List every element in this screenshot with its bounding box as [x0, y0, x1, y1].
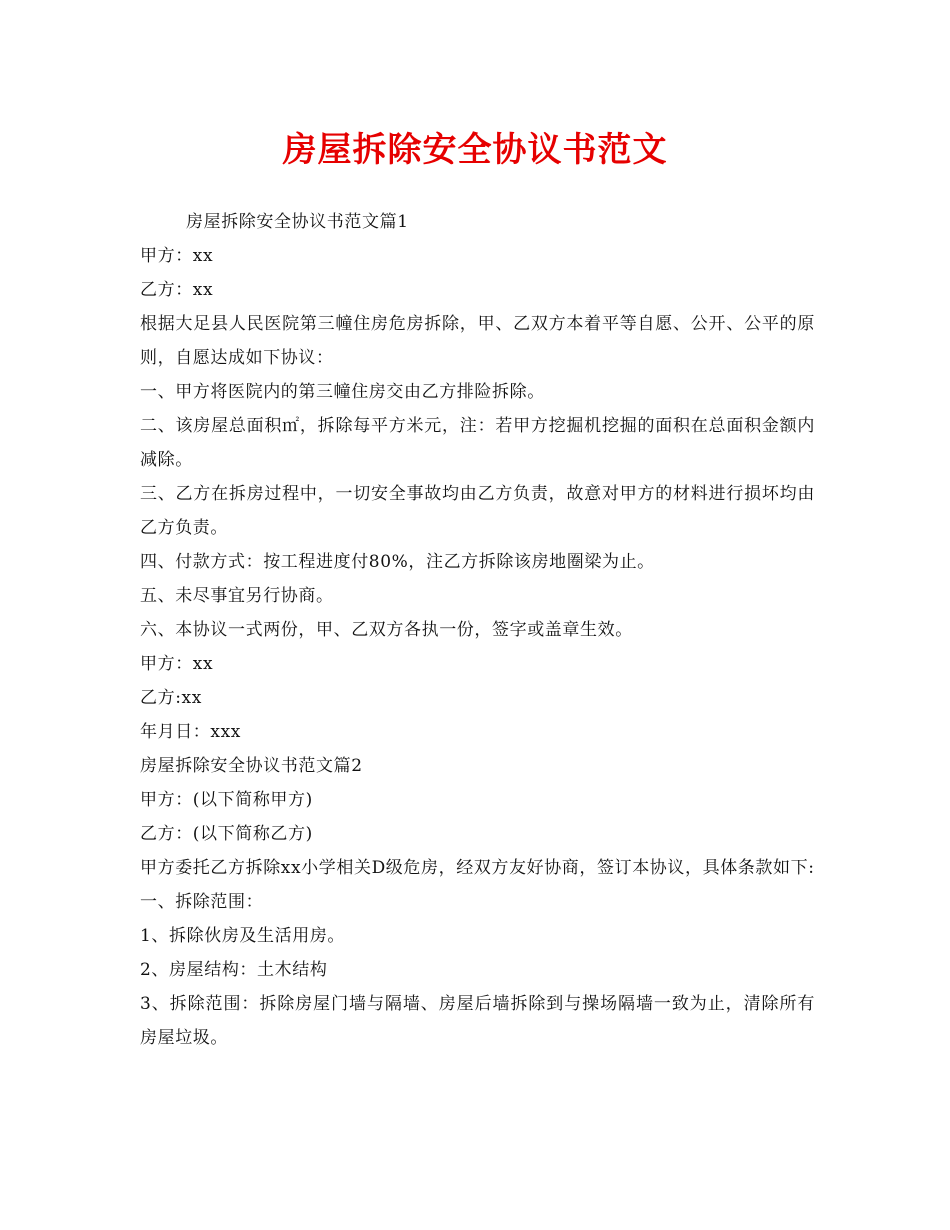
document-title: 房屋拆除安全协议书范文: [282, 130, 668, 170]
paragraph: 甲方：(以下简称甲方): [140, 790, 313, 810]
section-heading: 房屋拆除安全协议书范文篇2: [140, 756, 363, 776]
document-body: [140, 205, 815, 1055]
paragraph: 三、乙方在拆房过程中，一切安全事故均由乙方负责，故意对甲方的材料进行损坏均由乙方负责。: [140, 484, 815, 538]
paragraph: 乙方：(以下简称乙方): [140, 824, 313, 844]
paragraph: 3、拆除范围：拆除房屋门墙与隔墙、房屋后墙拆除到与操场隔墙一致为止，清除所有房屋垃圾。: [140, 994, 815, 1048]
paragraph: 四、付款方式：按工程进度付80%，注乙方拆除该房地圈梁为止。: [140, 552, 655, 572]
paragraph: 甲方委托乙方拆除xx小学相关D级危房，经双方友好协商，签订本协议，具体条款如下:: [140, 858, 815, 878]
paragraph: 甲方：xx: [140, 246, 214, 266]
paragraph: 甲方：xx: [140, 654, 214, 674]
section-heading: 房屋拆除安全协议书范文篇1: [186, 212, 409, 232]
paragraph: 五、未尽事宜另行协商。: [140, 586, 334, 606]
paragraph: 乙方:xx: [140, 688, 202, 708]
paragraph: 二、该房屋总面积㎡，拆除每平方米元，注：若甲方挖掘机挖掘的面积在总面积金额内减除。: [140, 416, 815, 470]
paragraph: 2、房屋结构：土木结构: [140, 960, 328, 980]
paragraph: 一、甲方将医院内的第三幢住房交由乙方排险拆除。: [140, 382, 545, 402]
paragraph: 乙方：xx: [140, 280, 214, 300]
paragraph: 一、拆除范围：: [140, 892, 264, 912]
paragraph: 根据大足县人民医院第三幢住房危房拆除，甲、乙双方本着平等自愿、公开、公平的原则，自愿达成如下协议：: [140, 314, 815, 368]
paragraph: 1、拆除伙房及生活用房。: [140, 926, 346, 946]
paragraph: 年月日：xxx: [140, 722, 241, 742]
paragraph: 六、本协议一式两份，甲、乙双方各执一份，签字或盖章生效。: [140, 620, 633, 640]
